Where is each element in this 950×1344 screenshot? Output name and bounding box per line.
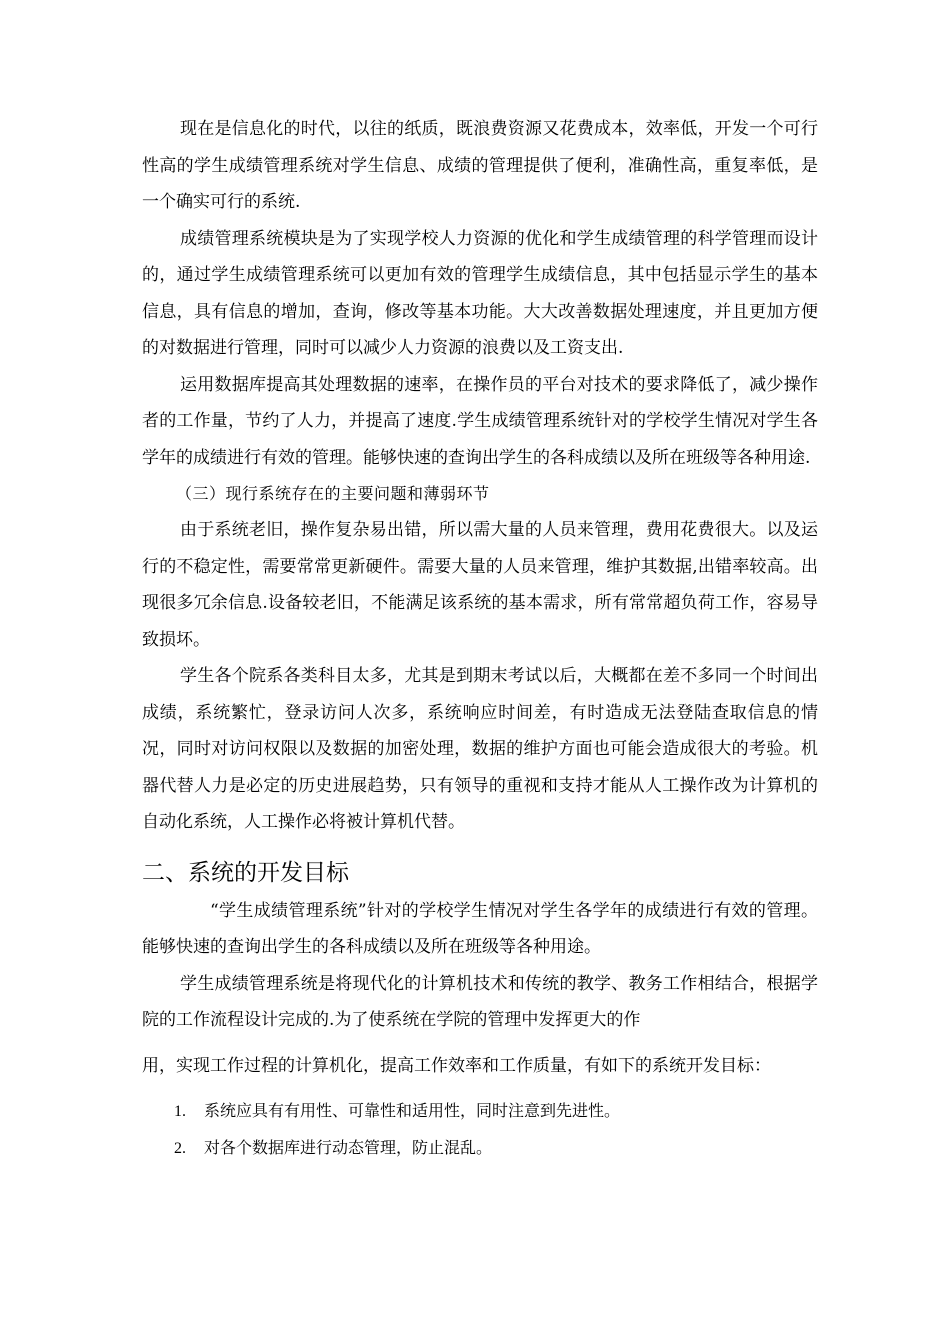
list-item-number: 2.: [174, 1140, 186, 1157]
list-item-text: 系统应具有有用性、可靠性和适用性，同时注意到先进性。: [204, 1101, 621, 1120]
goals-paragraph-3: 用，实现工作过程的计算机化，提高工作效率和工作质量，有如下的系统开发目标：: [142, 1055, 771, 1076]
list-item-text: 对各个数据库进行动态管理，防止混乱。: [204, 1138, 493, 1157]
intro-paragraph-2: 成绩管理系统模块是为了实现学校人力资源的优化和学生成绩管理的科学管理而设计的，通过学生成绩管理系统可以更加有效的管理学生成绩信息，其中包括显示学生的基本信息，具有信息的增加，查询，修改等基本功能。大大改善数据处理速度，并且更加方便的对数据进行管理，同时可以减少人力资源的浪费以及工资支出.: [142, 228, 818, 358]
goals-list: [142, 1093, 818, 1167]
intro-paragraph-3: 运用数据库提高其处理数据的速率，在操作员的平台对技术的要求降低了，减少操作者的工作量，节约了人力，并提高了速度.学生成绩管理系统针对的学校学生情况对学生各学年的成绩进行有效的管理。能够快速的查询出学生的各科成绩以及所在班级等各种用途.: [142, 374, 818, 468]
goals-paragraph-1: “学生成绩管理系统”针对的学校学生情况对学生各学年的成绩进行有效的管理。能够快速的查询出学生的各科成绩以及所在班级等各种用途。: [142, 900, 818, 957]
problems-paragraph-2: 学生各个院系各类科目太多，尤其是到期末考试以后，大概都在差不多同一个时间出成绩，系统繁忙，登录访问人次多，系统响应时间差，有时造成无法登陆查取信息的情况，同时对访问权限以及数据的加密处理，数据的维护方面也可能会造成很大的考验。机器代替人力是必定的历史进展趋势，只有领导的重视和支持才能从人工操作改为计算机的自动化系统，人工操作必将被计算机代替。: [142, 666, 818, 832]
section-title: 二、系统的开发目标: [142, 859, 349, 886]
list-item: [142, 1093, 818, 1130]
document-body: [142, 111, 818, 1167]
intro-paragraph-1: 现在是信息化的时代，以往的纸质，既浪费资源又花费成本，效率低，开发一个可行性高的学生成绩管理系统对学生信息、成绩的管理提供了便利，准确性高，重复率低，是一个确实可行的系统.: [142, 119, 818, 212]
list-item: [142, 1130, 818, 1167]
list-item-number: 1.: [174, 1103, 186, 1120]
goals-paragraph-2: 学生成绩管理系统是将现代化的计算机技术和传统的教学、教务工作相结合，根据学院的工作流程设计完成的.为了使系统在学院的管理中发挥更大的作: [142, 973, 818, 1030]
problems-paragraph-1: 由于系统老旧，操作复杂易出错，所以需大量的人员来管理，费用花费很大。以及运行的不稳定性，需要常常更新硬件。需要大量的人员来管理，维护其数据,出错率较高。出现很多冗余信息.设备较老旧，不能满足该系统的基本需求，所有常常超负荷工作，容易导致损坏。: [142, 520, 818, 650]
subsection-heading: （三）现行系统存在的主要问题和薄弱环节: [176, 484, 490, 503]
